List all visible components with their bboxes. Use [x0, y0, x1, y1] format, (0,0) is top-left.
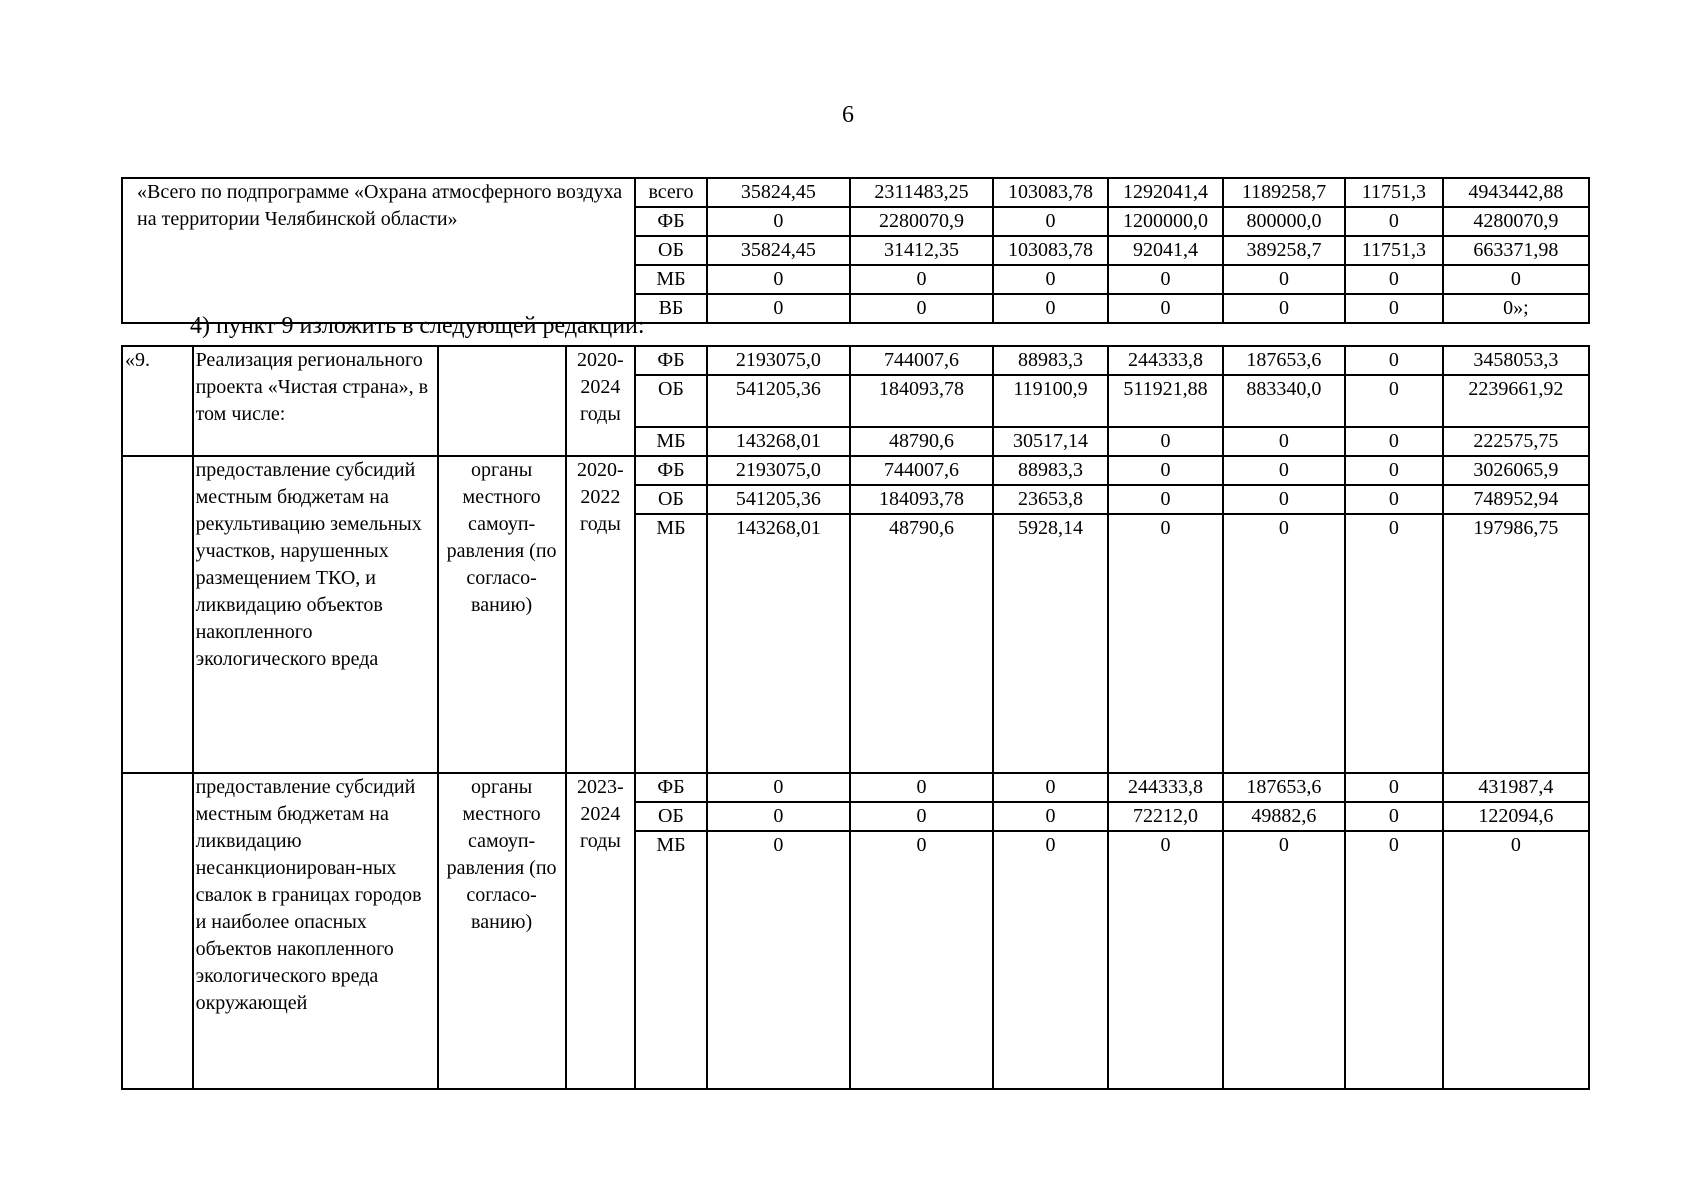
value-cell: 1189258,7 [1223, 178, 1345, 207]
page-number: 6 [842, 102, 854, 128]
value-cell: 244333,8 [1108, 346, 1223, 375]
value-cell: 0 [707, 265, 850, 294]
value-cell: 0 [1223, 427, 1345, 456]
source-cell: ФБ [635, 456, 707, 485]
value-cell: 0 [1345, 456, 1443, 485]
value-cell: 0 [993, 831, 1108, 1089]
value-cell: 2280070,9 [850, 207, 993, 236]
value-cell: 748952,94 [1443, 485, 1589, 514]
value-cell: 35824,45 [707, 178, 850, 207]
value-cell: 1292041,4 [1108, 178, 1223, 207]
value-cell: 2239661,92 [1443, 375, 1589, 427]
value-cell: 143268,01 [707, 427, 850, 456]
value-cell: 0 [993, 773, 1108, 802]
value-cell: 0 [1223, 514, 1345, 773]
value-cell: 122094,6 [1443, 802, 1589, 831]
value-cell: 92041,4 [1108, 236, 1223, 265]
value-cell: 389258,7 [1223, 236, 1345, 265]
value-cell: 0 [1345, 485, 1443, 514]
value-cell: 187653,6 [1223, 773, 1345, 802]
value-cell: 222575,75 [1443, 427, 1589, 456]
sub2-executor: органы местного самоуп-равления (по согласо-ванию) [438, 773, 566, 1089]
value-cell: 663371,98 [1443, 236, 1589, 265]
value-cell: 0 [993, 294, 1108, 323]
value-cell: 0 [993, 802, 1108, 831]
source-cell: ФБ [635, 773, 707, 802]
source-cell: всего [635, 178, 707, 207]
value-cell: 4943442,88 [1443, 178, 1589, 207]
value-cell: 5928,14 [993, 514, 1108, 773]
value-cell: 11751,3 [1345, 236, 1443, 265]
value-cell: 883340,0 [1223, 375, 1345, 427]
value-cell: 244333,8 [1108, 773, 1223, 802]
item-number: «9. [122, 346, 193, 456]
source-cell: МБ [635, 514, 707, 773]
value-cell: 0 [1345, 346, 1443, 375]
item-period: 2020-2024 годы [566, 346, 636, 456]
value-cell: 103083,78 [993, 178, 1108, 207]
source-cell: ОБ [635, 236, 707, 265]
value-cell: 0 [1345, 375, 1443, 427]
value-cell: 0 [707, 207, 850, 236]
source-cell: ФБ [635, 207, 707, 236]
value-cell: 0 [707, 802, 850, 831]
value-cell: 0 [850, 773, 993, 802]
value-cell: 197986,75 [1443, 514, 1589, 773]
value-cell: 0 [1345, 294, 1443, 323]
value-cell: 184093,78 [850, 485, 993, 514]
source-cell: ОБ [635, 375, 707, 427]
summary-label: «Всего по подпрограмме «Охрана атмосферного воздуха на территории Челябинской области» [122, 178, 635, 323]
value-cell: 0 [707, 294, 850, 323]
value-cell: 3026065,9 [1443, 456, 1589, 485]
sub1-executor: органы местного самоуп-равления (по согласо-ванию) [438, 456, 566, 773]
value-cell: 72212,0 [1108, 802, 1223, 831]
value-cell: 0 [1108, 831, 1223, 1089]
value-cell: 2311483,25 [850, 178, 993, 207]
value-cell: 103083,78 [993, 236, 1108, 265]
value-cell: 744007,6 [850, 346, 993, 375]
item-executor [438, 346, 566, 456]
source-cell: ОБ [635, 485, 707, 514]
value-cell: 0 [1223, 294, 1345, 323]
value-cell: 48790,6 [850, 427, 993, 456]
value-cell: 2193075,0 [707, 456, 850, 485]
value-cell: 0 [1443, 831, 1589, 1089]
value-cell: 0 [1223, 456, 1345, 485]
sub2-row-fb [122, 773, 1589, 802]
value-cell: 35824,45 [707, 236, 850, 265]
value-cell: 0 [993, 207, 1108, 236]
value-cell: 3458053,3 [1443, 346, 1589, 375]
value-cell: 0 [850, 294, 993, 323]
value-cell: 0 [1345, 514, 1443, 773]
source-cell: ВБ [635, 294, 707, 323]
sub1-row-fb [122, 456, 1589, 485]
value-cell: 49882,6 [1223, 802, 1345, 831]
value-cell: 0 [1345, 831, 1443, 1089]
value-cell: 0 [1223, 485, 1345, 514]
value-cell: 88983,3 [993, 456, 1108, 485]
value-cell: 541205,36 [707, 375, 850, 427]
value-cell: 88983,3 [993, 346, 1108, 375]
item-name: Реализация регионального проекта «Чистая страна», в том числе: [193, 346, 438, 456]
value-cell: 0 [1108, 427, 1223, 456]
value-cell: 0 [1108, 514, 1223, 773]
value-cell: 744007,6 [850, 456, 993, 485]
value-cell: 0 [707, 831, 850, 1089]
value-cell: 0 [1345, 207, 1443, 236]
source-cell: МБ [635, 831, 707, 1089]
value-cell: 0 [1108, 265, 1223, 294]
value-cell: 0 [1108, 485, 1223, 514]
value-cell: 0 [1345, 265, 1443, 294]
value-cell: 0 [1443, 265, 1589, 294]
value-cell: 30517,14 [993, 427, 1108, 456]
value-cell: 0 [1345, 773, 1443, 802]
value-cell: 511921,88 [1108, 375, 1223, 427]
summary-table [121, 177, 1590, 324]
value-cell: 0 [850, 265, 993, 294]
value-cell: 0 [850, 802, 993, 831]
value-cell: 187653,6 [1223, 346, 1345, 375]
value-cell: 431987,4 [1443, 773, 1589, 802]
value-cell: 143268,01 [707, 514, 850, 773]
source-cell: ФБ [635, 346, 707, 375]
value-cell: 0 [707, 773, 850, 802]
value-cell: 0 [1108, 456, 1223, 485]
sub2-period: 2023-2024 годы [566, 773, 636, 1089]
amendment-intro: 4) пункт 9 изложить в следующей редакции: [190, 313, 645, 339]
value-cell: 0 [1223, 831, 1345, 1089]
value-cell: 2193075,0 [707, 346, 850, 375]
value-cell: 4280070,9 [1443, 207, 1589, 236]
item9-row-fb [122, 346, 1589, 375]
sub1-name: предоставление субсидий местным бюджетам на рекультивацию земельных участков, нарушенных размещением ТКО, и ликвидацию объектов накопленного экологического вреда [193, 456, 438, 773]
value-cell: 800000,0 [1223, 207, 1345, 236]
value-cell: 23653,8 [993, 485, 1108, 514]
value-cell: 184093,78 [850, 375, 993, 427]
source-cell: МБ [635, 265, 707, 294]
value-cell: 0 [1223, 265, 1345, 294]
value-cell: 0 [993, 265, 1108, 294]
value-cell: 48790,6 [850, 514, 993, 773]
empty-number-cell [122, 773, 193, 1089]
value-cell: 11751,3 [1345, 178, 1443, 207]
sub1-period: 2020-2022 годы [566, 456, 636, 773]
value-cell: 0 [1345, 802, 1443, 831]
empty-number-cell [122, 456, 193, 773]
source-cell: МБ [635, 427, 707, 456]
summary-row-total [122, 178, 1589, 207]
value-cell: 0 [1108, 294, 1223, 323]
value-cell: 0 [1345, 427, 1443, 456]
value-cell: 1200000,0 [1108, 207, 1223, 236]
source-cell: ОБ [635, 802, 707, 831]
value-cell: 0 [850, 831, 993, 1089]
item9-table [121, 345, 1590, 1090]
sub2-name: предоставление субсидий местным бюджетам на ликвидацию несанкционирован-ных свалок в границах городов и наиболее опасных объектов накопленного экологического вреда окружающей [193, 773, 438, 1089]
value-cell: 119100,9 [993, 375, 1108, 427]
value-cell: 0»; [1443, 294, 1589, 323]
value-cell: 31412,35 [850, 236, 993, 265]
value-cell: 541205,36 [707, 485, 850, 514]
